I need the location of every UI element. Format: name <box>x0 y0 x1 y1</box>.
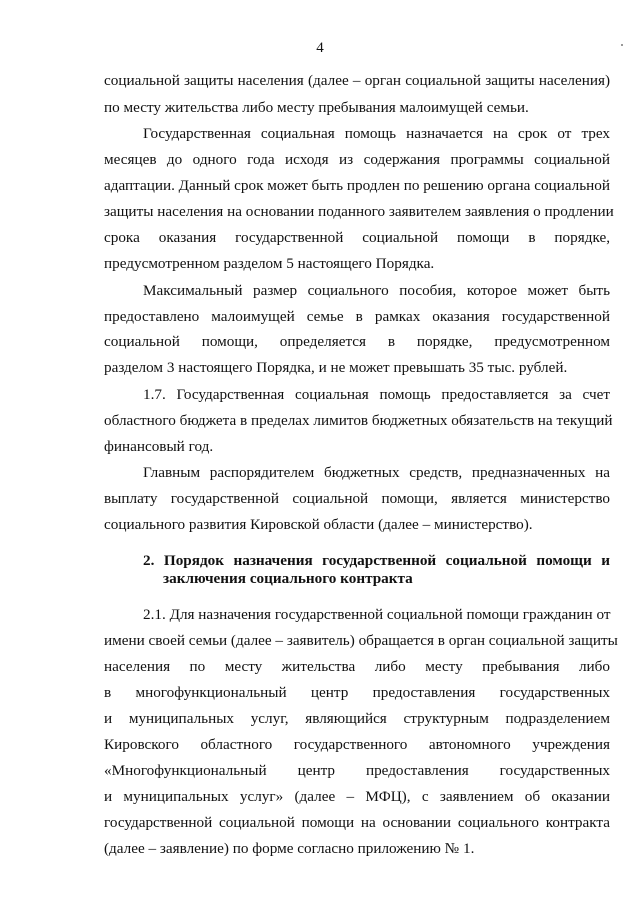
text-line: предоставлено малоимущей семье в рамках оказания государственной <box>104 308 610 325</box>
text-line: разделом 3 настоящего Порядка, и не может превышать 35 тыс. рублей. <box>104 359 568 376</box>
text-line: 2.1. Для назначения государственной социальной помощи гражданин от <box>143 606 611 623</box>
text-line: государственной социальной помощи на основании социального контракта <box>104 814 610 831</box>
text-line: месяцев до одного года исходя из содержания программы социальной <box>104 151 610 168</box>
text-line: областного бюджета в пределах лимитов бюджетных обязательств на текущий <box>104 412 613 429</box>
text-line: защиты населения на основании поданного заявителем заявления о продлении <box>104 203 614 220</box>
text-line: и муниципальных услуг, являющийся структурным подразделением <box>104 710 610 727</box>
text-line: социальной помощи, определяется в порядке, предусмотренном <box>104 333 610 350</box>
text-line: Кировского областного государственного автономного учреждения <box>104 736 610 753</box>
text-line: и муниципальных услуг» (далее – МФЦ), с заявлением об оказании <box>104 788 610 805</box>
page-number: 4 <box>316 40 324 56</box>
section-heading-cont: заключения социального контракта <box>163 570 413 587</box>
text-line: Главным распорядителем бюджетных средств, предназначенных на <box>143 464 610 481</box>
text-line: в многофункциональный центр предоставления государственных <box>104 684 610 701</box>
text-line: 1.7. Государственная социальная помощь предоставляется за счет <box>143 386 610 403</box>
text-line: «Многофункциональный центр предоставления государственных <box>104 762 610 779</box>
text-line: социальной защиты населения (далее – орган социальной защиты населения) <box>104 72 610 89</box>
text-line: (далее – заявление) по форме согласно приложению № 1. <box>104 840 475 857</box>
text-line: срока оказания государственной социальной помощи в порядке, <box>104 229 610 246</box>
text-line: населения по месту жительства либо месту пребывания либо <box>104 658 610 675</box>
text-line: финансовый год. <box>104 438 214 455</box>
scan-speck <box>621 44 623 46</box>
text-line: по месту жительства либо месту пребывания малоимущей семьи. <box>104 99 529 116</box>
text-line: предусмотренном разделом 5 настоящего Порядка. <box>104 255 435 272</box>
text-line: выплату государственной социальной помощи, является министерство <box>104 490 610 507</box>
text-line: имени своей семьи (далее – заявитель) обращается в орган социальной защиты <box>104 632 618 649</box>
section-heading: 2. Порядок назначения государственной социальной помощи и <box>143 552 610 569</box>
text-line: Государственная социальная помощь назначается на срок от трех <box>143 125 610 142</box>
text-line: Максимальный размер социального пособия, которое может быть <box>143 282 610 299</box>
text-line: адаптации. Данный срок может быть продлен по решению органа социальной <box>104 177 611 194</box>
text-line: социального развития Кировской области (далее – министерство). <box>104 516 533 533</box>
